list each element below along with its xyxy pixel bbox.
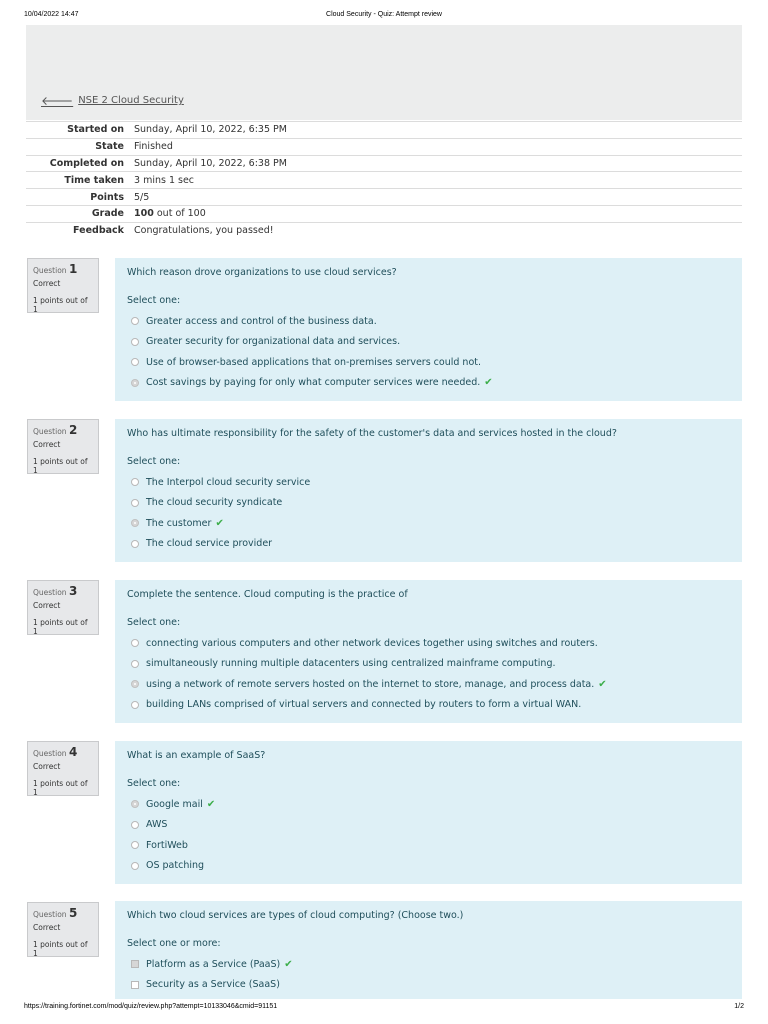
answer-option[interactable] — [127, 633, 730, 654]
summary-value: 5/5 — [134, 191, 150, 203]
radio-button-selected[interactable] — [131, 800, 139, 808]
summary-label: Feedback — [73, 225, 124, 237]
question-text: Which reason drove organizations to use cloud services? — [127, 267, 397, 278]
print-page-number: 1/2 — [734, 1003, 744, 1010]
summary-value: 3 mins 1 sec — [134, 174, 195, 186]
question-info — [27, 902, 99, 957]
question-text: What is an example of SaaS? — [127, 750, 266, 761]
grade-total: out of 100 — [153, 208, 206, 220]
question-text: Which two cloud services are types of cloud computing? (Choose two.) — [127, 910, 464, 921]
question-prompt: Select one or more: — [127, 938, 221, 949]
radio-button[interactable] — [131, 478, 139, 486]
question-content — [115, 741, 742, 884]
answer-option[interactable] — [127, 695, 730, 716]
answer-option[interactable] — [127, 513, 730, 534]
question-label: Question — [33, 266, 67, 275]
answer-option[interactable] — [127, 534, 730, 555]
correct-check-icon: ✔ — [598, 678, 607, 690]
summary-row — [26, 155, 742, 172]
answer-option[interactable] — [127, 332, 730, 353]
radio-button[interactable] — [131, 701, 139, 709]
radio-button[interactable] — [131, 317, 139, 325]
answer-option[interactable] — [127, 794, 730, 815]
print-url: https://training.fortinet.com/mod/quiz/review.php?attempt=10133046&cmid=91151 — [24, 1003, 278, 1010]
question-content — [115, 580, 742, 723]
radio-button[interactable] — [131, 338, 139, 346]
summary-label: Completed on — [49, 157, 124, 169]
summary-value: Finished — [134, 141, 173, 153]
back-to-course-link[interactable] — [41, 93, 184, 108]
radio-button-selected[interactable] — [131, 680, 139, 688]
print-date: 10/04/2022 14:47 — [24, 11, 79, 18]
question-state: Correct — [33, 440, 61, 449]
radio-button-selected[interactable] — [131, 379, 139, 387]
correct-check-icon: ✔ — [215, 517, 224, 529]
summary-label: State — [95, 141, 124, 153]
answer-option[interactable] — [127, 975, 730, 996]
option-label: The cloud security syndicate — [146, 497, 283, 509]
question-state: Correct — [33, 279, 61, 288]
question-text: Who has ultimate responsibility for the safety of the customer's data and services hosted in the cloud? — [127, 428, 617, 439]
question-content — [115, 419, 742, 562]
question-grade: 1 points out of 1 — [33, 296, 88, 314]
answer-option[interactable] — [127, 654, 730, 675]
option-label: using a network of remote servers hosted on the internet to store, manage, and process data. — [146, 678, 595, 690]
answer-option[interactable] — [127, 493, 730, 514]
radio-button[interactable] — [131, 660, 139, 668]
checkbox-checked[interactable] — [131, 960, 139, 968]
question-prompt: Select one: — [127, 617, 181, 628]
answer-option[interactable] — [127, 835, 730, 856]
option-label: Use of browser-based applications that on-premises servers could not. — [146, 356, 482, 368]
attempt-summary-table — [26, 121, 742, 239]
question-info — [27, 580, 99, 635]
print-title: Cloud Security - Quiz: Attempt review — [326, 11, 442, 18]
question-number: 4 — [68, 745, 78, 759]
summary-row — [26, 172, 742, 189]
question-grade: 1 points out of 1 — [33, 618, 88, 636]
summary-value — [134, 205, 742, 222]
option-label: OS patching — [146, 860, 205, 872]
question-info — [27, 741, 99, 796]
question-label: Question — [33, 588, 67, 597]
summary-row — [26, 138, 742, 155]
option-label: The customer — [146, 517, 212, 529]
summary-row — [26, 189, 742, 206]
print-header — [24, 11, 744, 21]
summary-row — [26, 122, 742, 139]
question-number: 5 — [68, 906, 78, 920]
arrow-left-icon: 🡐 — [41, 94, 74, 108]
summary-value: Congratulations, you passed! — [134, 225, 274, 237]
question-state: Correct — [33, 923, 61, 932]
question-info — [27, 419, 99, 474]
radio-button[interactable] — [131, 499, 139, 507]
option-label: Security as a Service (SaaS) — [146, 979, 280, 991]
question-label: Question — [33, 427, 67, 436]
summary-label: Grade — [91, 208, 124, 220]
summary-label: Points — [90, 191, 124, 203]
question-content — [115, 258, 742, 401]
radio-button[interactable] — [131, 639, 139, 647]
question-text: Complete the sentence. Cloud computing is the practice of — [127, 589, 408, 600]
correct-check-icon: ✔ — [206, 798, 216, 810]
radio-button[interactable] — [131, 862, 139, 870]
question-grade: 1 points out of 1 — [33, 457, 88, 475]
question-grade: 1 points out of 1 — [33, 940, 88, 958]
question-grade: 1 points out of 1 — [33, 779, 88, 797]
correct-check-icon: ✔ — [484, 377, 493, 389]
radio-button-selected[interactable] — [131, 519, 139, 527]
option-label: building LANs comprised of virtual servers and connected by routers to form a virtual WAN. — [146, 699, 582, 711]
option-label: connecting various computers and other network devices together using switches and routers. — [146, 637, 598, 649]
question-state: Correct — [33, 762, 61, 771]
question-prompt: Select one: — [127, 456, 181, 467]
answer-option[interactable] — [127, 373, 730, 394]
option-label: AWS — [146, 819, 168, 831]
option-label: simultaneously running multiple datacenters using centralized mainframe computing. — [146, 658, 556, 670]
option-label: Google mail — [146, 798, 203, 810]
question-content — [115, 901, 742, 999]
answer-option[interactable] — [127, 815, 730, 836]
question-label: Question — [33, 910, 67, 919]
option-label: Greater access and control of the business data. — [146, 315, 377, 327]
question-number: 1 — [68, 262, 78, 276]
radio-button[interactable] — [131, 540, 139, 548]
question-number: 3 — [68, 584, 78, 598]
option-label: FortiWeb — [146, 839, 188, 851]
summary-label: Started on — [67, 124, 124, 136]
correct-check-icon: ✔ — [284, 958, 293, 970]
page-banner — [26, 25, 742, 120]
answer-option[interactable] — [127, 674, 730, 695]
summary-value: Sunday, April 10, 2022, 6:35 PM — [134, 124, 287, 136]
option-label: The cloud service provider — [146, 538, 273, 550]
answer-option[interactable] — [127, 954, 730, 975]
question-prompt: Select one: — [127, 295, 181, 306]
radio-button[interactable] — [131, 821, 139, 829]
print-footer — [24, 1003, 744, 1013]
option-label: Cost savings by paying for only what computer services were needed. — [146, 377, 481, 389]
grade-value: 100 — [134, 208, 154, 220]
question-prompt: Select one: — [127, 778, 181, 789]
question-info — [27, 258, 99, 313]
question-state: Correct — [33, 601, 61, 610]
answer-option[interactable] — [127, 352, 730, 373]
checkbox[interactable] — [131, 981, 139, 989]
answer-option[interactable] — [127, 856, 730, 877]
question-number: 2 — [68, 423, 78, 437]
summary-row — [26, 205, 742, 222]
summary-value: Sunday, April 10, 2022, 6:38 PM — [134, 157, 287, 169]
summary-row — [26, 222, 742, 239]
answer-option[interactable] — [127, 472, 730, 493]
radio-button[interactable] — [131, 841, 139, 849]
question-label: Question — [33, 749, 67, 758]
option-label: Platform as a Service (PaaS) — [146, 958, 281, 970]
summary-label: Time taken — [64, 174, 124, 186]
option-label: The Interpol cloud security service — [146, 476, 311, 488]
option-label: Greater security for organizational data and services. — [146, 336, 401, 348]
back-link-label: NSE 2 Cloud Security — [78, 95, 184, 106]
answer-option[interactable] — [127, 311, 730, 332]
radio-button[interactable] — [131, 358, 139, 366]
